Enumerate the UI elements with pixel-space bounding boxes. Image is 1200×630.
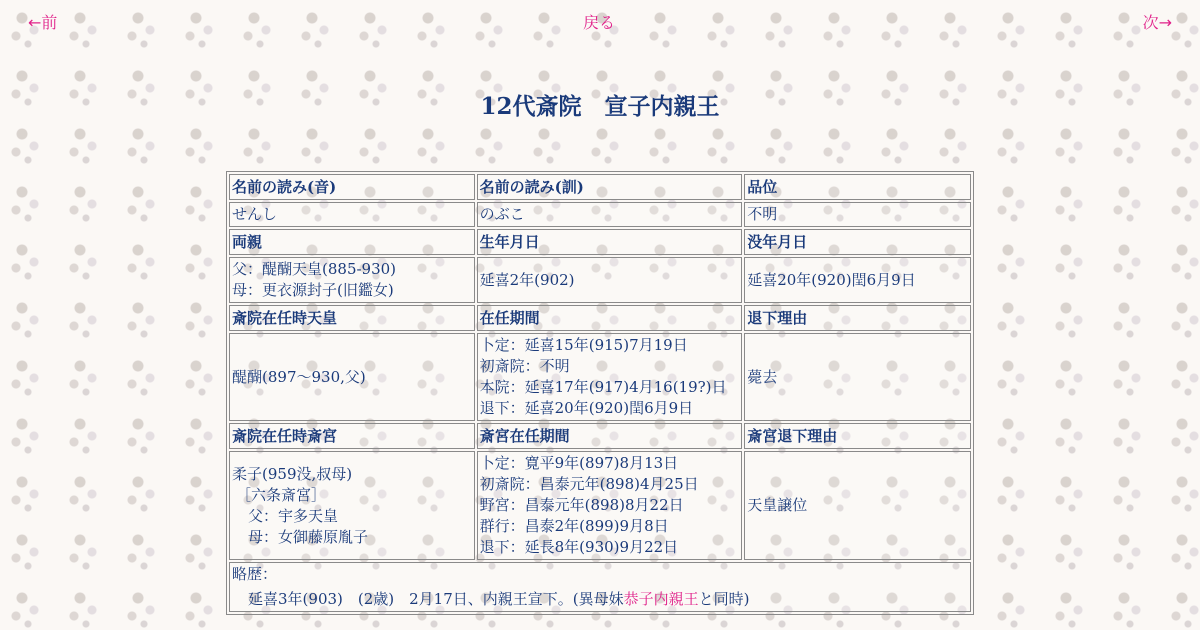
header-birth: 生年月日 (477, 229, 743, 255)
row-history (229, 562, 971, 612)
header-reading-kun: 名前の読み(訓) (477, 174, 743, 200)
header-retire-reason: 退下理由 (744, 305, 971, 331)
history-title: 略歴： (232, 565, 278, 583)
header-saigu-reason: 斎宮退下理由 (744, 423, 971, 449)
back-link[interactable]: 戻る (583, 13, 616, 32)
mother-text: 母：更衣源封子(旧鑑女) (232, 281, 394, 299)
saigu-tenure-cell (477, 451, 743, 560)
row-tenure (229, 333, 971, 421)
retire-reason-value: 薨去 (744, 333, 971, 421)
parents-cell (229, 257, 475, 303)
page-title: 12代斎院 宣子内親王 (480, 93, 720, 120)
header-reading-on: 名前の読み(音) (229, 174, 475, 200)
header-parents: 両親 (229, 229, 475, 255)
father-text: 父：醍醐天皇(885-930) (232, 260, 397, 278)
rank-value: 不明 (744, 202, 971, 227)
kyoko-link[interactable]: 恭子内親王 (623, 590, 699, 608)
header-row-saigu (229, 423, 971, 449)
history-line (232, 589, 968, 610)
header-saigu-tenure: 斎宮在任期間 (477, 423, 743, 449)
tenure-line: 初斎院：不明 (479, 357, 570, 375)
reading-on-value: せんし (229, 202, 475, 227)
header-row-parents (229, 229, 971, 255)
header-row-tenure (229, 305, 971, 331)
tenure-line: 卜定：延喜15年(915)7月19日 (479, 336, 688, 354)
row-parents (229, 257, 971, 303)
info-table (226, 171, 974, 615)
header-emperor: 斎院在任時天皇 (229, 305, 475, 331)
history-line-suffix: と同時) (698, 590, 750, 608)
reading-kun-value: のぶこ (477, 202, 743, 227)
tenure-line: 退下：延喜20年(920)閏6月9日 (479, 399, 694, 417)
saigu-mother: 母：女御藤原胤子 (248, 527, 369, 546)
row-names (229, 202, 971, 227)
emperor-value: 醍醐(897～930,父) (229, 333, 475, 421)
header-rank: 品位 (744, 174, 971, 200)
saigu-name: 柔子(959没,叔母) (232, 464, 353, 483)
death-value: 延喜20年(920)閏6月9日 (744, 257, 971, 303)
saigu-tenure-line: 退下：延長8年(930)9月22日 (479, 538, 679, 556)
saigu-tenure-line: 初斎院：昌泰元年(898)4月25日 (479, 475, 699, 493)
header-saigu: 斎院在任時斎宮 (229, 423, 475, 449)
next-link[interactable]: 次→ (1142, 13, 1172, 32)
header-death: 没年月日 (744, 229, 971, 255)
header-tenure: 在任期間 (477, 305, 743, 331)
saigu-alias: ［六条斎宮］ (236, 485, 327, 504)
saigu-tenure-line: 野宮：昌泰元年(898)8月22日 (479, 496, 684, 514)
history-line-prefix: 延喜3年(903) (2歳) 2月17日、内親王宣下。(異母妹 (248, 590, 624, 608)
saigu-reason-value: 天皇譲位 (744, 451, 971, 560)
saigu-cell (229, 451, 475, 560)
header-row-names (229, 174, 971, 200)
saigu-tenure-line: 卜定：寛平9年(897)8月13日 (479, 454, 679, 472)
tenure-cell (477, 333, 743, 421)
prev-link[interactable]: ←前 (28, 13, 58, 32)
birth-value: 延喜2年(902) (477, 257, 743, 303)
saigu-father: 父：宇多天皇 (248, 506, 339, 525)
row-saigu (229, 451, 971, 560)
history-cell (229, 562, 971, 612)
tenure-line: 本院：延喜17年(917)4月16(19?)日 (479, 378, 727, 396)
saigu-tenure-line: 群行：昌泰2年(899)9月8日 (479, 517, 669, 535)
